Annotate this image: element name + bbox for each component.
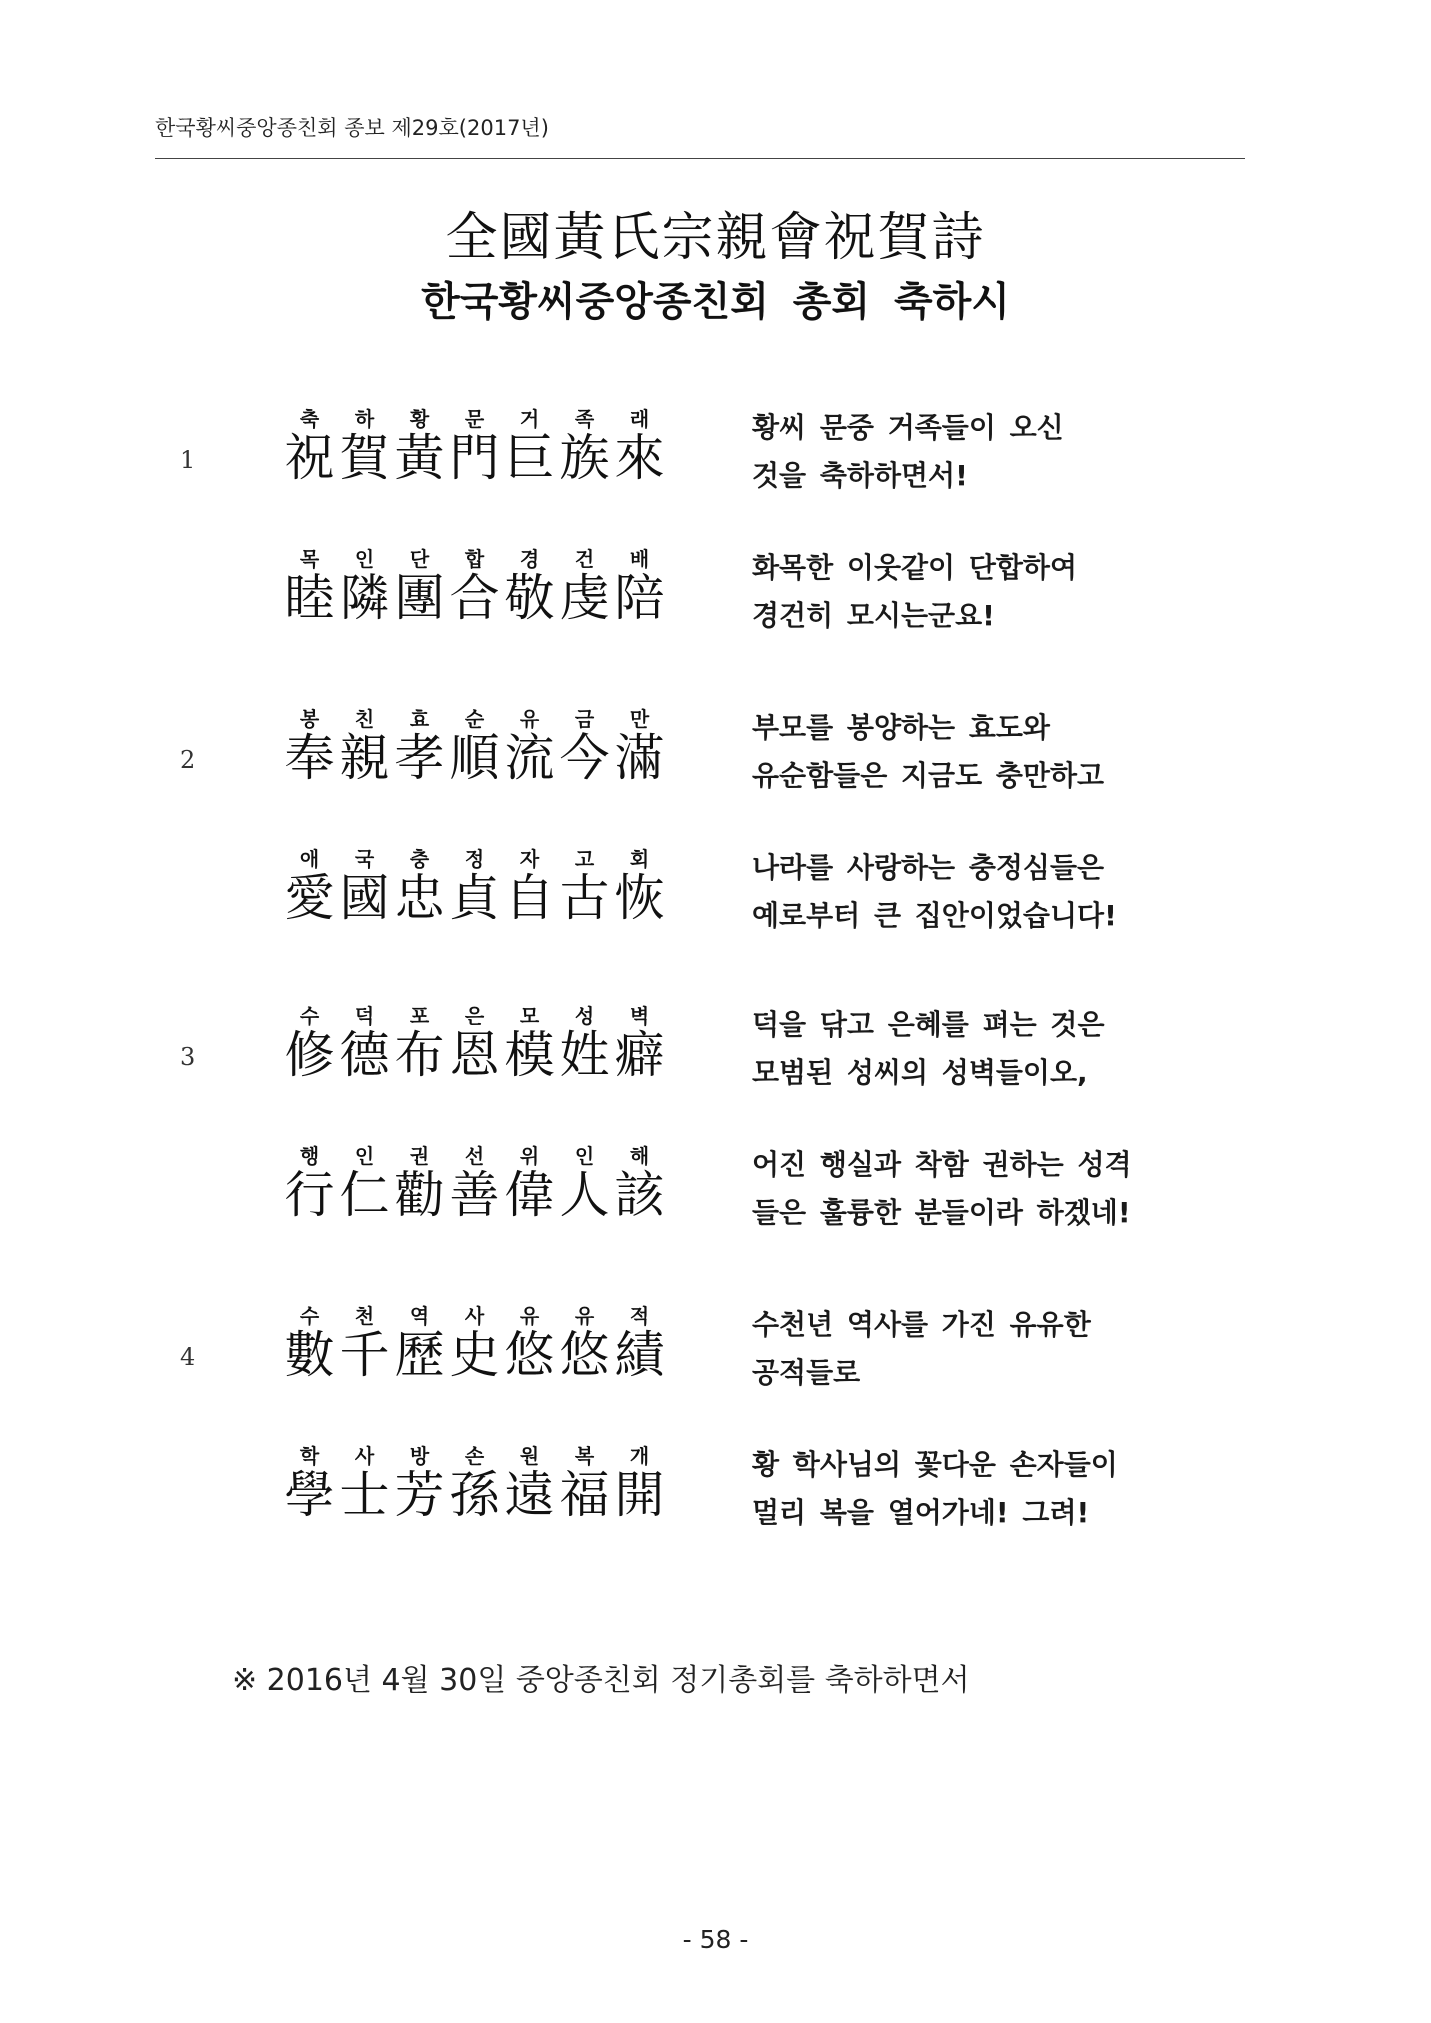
hanja-char: 開 bbox=[614, 1466, 665, 1524]
reading-char: 역 bbox=[409, 1304, 430, 1328]
reading-char: 모 bbox=[519, 1004, 540, 1028]
hanja-char: 親 bbox=[339, 729, 390, 787]
reading-char: 유 bbox=[519, 707, 540, 731]
translation bbox=[752, 1441, 1272, 1537]
translation-line: 나라를 사랑하는 충정심들은 bbox=[752, 851, 1105, 884]
hanja-char: 芳 bbox=[394, 1466, 445, 1524]
reading-char: 덕 bbox=[354, 1004, 375, 1028]
hanja-char: 順 bbox=[449, 729, 500, 787]
reading-char: 황 bbox=[409, 407, 430, 431]
reading-row bbox=[282, 548, 702, 570]
translation-line: 것을 축하하면서! bbox=[752, 459, 968, 492]
translation bbox=[752, 844, 1272, 940]
hanja-char: 該 bbox=[614, 1166, 665, 1224]
reading-char: 하 bbox=[354, 407, 375, 431]
hanja-char: 自 bbox=[504, 869, 555, 927]
footnote: ※ 2016년 4월 30일 중앙종친회 정기총회를 축하하면서 bbox=[232, 1663, 970, 1698]
reading-char: 족 bbox=[574, 407, 595, 431]
hanja-char: 門 bbox=[449, 429, 500, 487]
hanja-char: 團 bbox=[394, 569, 445, 627]
hanja-char: 愛 bbox=[284, 869, 335, 927]
hanja-row bbox=[282, 1467, 702, 1523]
verse-line bbox=[282, 1445, 702, 1523]
translation-line: 들은 훌륭한 분들이라 하겠네! bbox=[752, 1196, 1131, 1229]
hanja-char: 虔 bbox=[559, 569, 610, 627]
reading-char: 천 bbox=[354, 1304, 375, 1328]
verse-line bbox=[282, 1005, 702, 1083]
reading-char: 수 bbox=[299, 1304, 320, 1328]
hanja-char: 孝 bbox=[394, 729, 445, 787]
hanja-char: 修 bbox=[284, 1026, 335, 1084]
reading-char: 방 bbox=[409, 1444, 430, 1468]
reading-char: 합 bbox=[464, 547, 485, 571]
reading-char: 애 bbox=[299, 847, 320, 871]
reading-char: 성 bbox=[574, 1004, 595, 1028]
reading-row bbox=[282, 1305, 702, 1327]
reading-char: 권 bbox=[409, 1144, 430, 1168]
translation bbox=[752, 1301, 1272, 1397]
hanja-char: 福 bbox=[559, 1466, 610, 1524]
hanja-char: 賀 bbox=[339, 429, 390, 487]
hanja-char: 人 bbox=[559, 1166, 610, 1224]
reading-row bbox=[282, 708, 702, 730]
translation-line: 황 학사님의 꽃다운 손자들이 bbox=[752, 1448, 1118, 1481]
reading-char: 자 bbox=[519, 847, 540, 871]
translation bbox=[752, 704, 1272, 800]
hanja-char: 陪 bbox=[614, 569, 665, 627]
reading-char: 경 bbox=[519, 547, 540, 571]
hanja-char: 恩 bbox=[449, 1026, 500, 1084]
hanja-char: 遠 bbox=[504, 1466, 555, 1524]
hanja-char: 善 bbox=[449, 1166, 500, 1224]
hanja-char: 士 bbox=[339, 1466, 390, 1524]
hanja-char: 滿 bbox=[614, 729, 665, 787]
reading-char: 회 bbox=[629, 847, 650, 871]
hanja-char: 悠 bbox=[504, 1326, 555, 1384]
reading-char: 유 bbox=[574, 1304, 595, 1328]
hanja-row bbox=[282, 870, 702, 926]
translation bbox=[752, 1001, 1272, 1097]
hanja-char: 勸 bbox=[394, 1166, 445, 1224]
hanja-char: 仁 bbox=[339, 1166, 390, 1224]
translation-line: 어진 행실과 착함 권하는 성격 bbox=[752, 1148, 1132, 1181]
translation bbox=[752, 544, 1272, 640]
hanja-char: 史 bbox=[449, 1326, 500, 1384]
verse-line bbox=[282, 848, 702, 926]
verse-line bbox=[282, 408, 702, 486]
hanja-char: 德 bbox=[339, 1026, 390, 1084]
hanja-char: 流 bbox=[504, 729, 555, 787]
reading-char: 수 bbox=[299, 1004, 320, 1028]
reading-char: 건 bbox=[574, 547, 595, 571]
reading-char: 인 bbox=[354, 547, 375, 571]
verse-line bbox=[282, 1305, 702, 1383]
hanja-char: 模 bbox=[504, 1026, 555, 1084]
reading-char: 친 bbox=[354, 707, 375, 731]
stanza-number: 3 bbox=[180, 1043, 196, 1071]
translation-line: 부모를 봉양하는 효도와 bbox=[752, 711, 1050, 744]
hanja-char: 癖 bbox=[614, 1026, 665, 1084]
verse-line bbox=[282, 1145, 702, 1223]
reading-row bbox=[282, 848, 702, 870]
hanja-row bbox=[282, 730, 702, 786]
reading-char: 벽 bbox=[629, 1004, 650, 1028]
hanja-char: 國 bbox=[339, 869, 390, 927]
reading-char: 인 bbox=[354, 1144, 375, 1168]
reading-char: 국 bbox=[354, 847, 375, 871]
translation-line: 황씨 문중 거족들이 오신 bbox=[752, 411, 1064, 444]
reading-char: 은 bbox=[464, 1004, 485, 1028]
reading-char: 선 bbox=[464, 1144, 485, 1168]
hanja-char: 恢 bbox=[614, 869, 665, 927]
reading-row bbox=[282, 1145, 702, 1167]
reading-char: 충 bbox=[409, 847, 430, 871]
reading-char: 목 bbox=[299, 547, 320, 571]
hanja-char: 黃 bbox=[394, 429, 445, 487]
reading-char: 해 bbox=[629, 1144, 650, 1168]
reading-char: 순 bbox=[464, 707, 485, 731]
translation-line: 모범된 성씨의 성벽들이오, bbox=[752, 1056, 1088, 1089]
translation-line: 멀리 복을 열어가네! 그려! bbox=[752, 1496, 1090, 1529]
hanja-char: 數 bbox=[284, 1326, 335, 1384]
translation-line: 경건히 모시는군요! bbox=[752, 599, 995, 632]
hanja-char: 布 bbox=[394, 1026, 445, 1084]
hanja-char: 行 bbox=[284, 1166, 335, 1224]
translation-line: 유순함들은 지금도 충만하고 bbox=[752, 759, 1105, 792]
reading-char: 효 bbox=[409, 707, 430, 731]
running-header: 한국황씨중앙종친회 종보 제29호(2017년) bbox=[155, 112, 1245, 159]
hanja-row bbox=[282, 570, 702, 626]
translation-line: 덕을 닦고 은혜를 펴는 것은 bbox=[752, 1008, 1105, 1041]
reading-char: 학 bbox=[299, 1444, 320, 1468]
reading-char: 봉 bbox=[299, 707, 320, 731]
hanja-char: 合 bbox=[449, 569, 500, 627]
reading-char: 거 bbox=[519, 407, 540, 431]
reading-char: 위 bbox=[519, 1144, 540, 1168]
reading-char: 만 bbox=[629, 707, 650, 731]
hanja-row bbox=[282, 430, 702, 486]
translation-line: 공적들로 bbox=[752, 1356, 861, 1389]
hanja-char: 歷 bbox=[394, 1326, 445, 1384]
hanja-char: 祝 bbox=[284, 429, 335, 487]
translation bbox=[752, 404, 1272, 500]
hanja-char: 偉 bbox=[504, 1166, 555, 1224]
reading-char: 인 bbox=[574, 1144, 595, 1168]
hanja-char: 姓 bbox=[559, 1026, 610, 1084]
stanza-number: 1 bbox=[180, 446, 196, 474]
hanja-char: 族 bbox=[559, 429, 610, 487]
reading-char: 고 bbox=[574, 847, 595, 871]
reading-char: 적 bbox=[629, 1304, 650, 1328]
hanja-char: 悠 bbox=[559, 1326, 610, 1384]
reading-char: 행 bbox=[299, 1144, 320, 1168]
hanja-char: 巨 bbox=[504, 429, 555, 487]
translation-line: 수천년 역사를 가진 유유한 bbox=[752, 1308, 1091, 1341]
reading-char: 래 bbox=[629, 407, 650, 431]
hanja-row bbox=[282, 1327, 702, 1383]
hanja-char: 孫 bbox=[449, 1466, 500, 1524]
translation bbox=[752, 1141, 1272, 1237]
reading-char: 복 bbox=[574, 1444, 595, 1468]
hanja-char: 奉 bbox=[284, 729, 335, 787]
hanja-char: 隣 bbox=[339, 569, 390, 627]
hanja-char: 績 bbox=[614, 1326, 665, 1384]
verse-line bbox=[282, 708, 702, 786]
hanja-char: 睦 bbox=[284, 569, 335, 627]
reading-char: 유 bbox=[519, 1304, 540, 1328]
reading-char: 개 bbox=[629, 1444, 650, 1468]
reading-char: 포 bbox=[409, 1004, 430, 1028]
hanja-char: 千 bbox=[339, 1326, 390, 1384]
verse-line bbox=[282, 548, 702, 626]
hanja-char: 今 bbox=[559, 729, 610, 787]
title-hanja: 全國黃氏宗親會祝賀詩 bbox=[445, 208, 986, 268]
hanja-row bbox=[282, 1027, 702, 1083]
translation-line: 예로부터 큰 집안이었습니다! bbox=[752, 899, 1117, 932]
reading-char: 문 bbox=[464, 407, 485, 431]
hanja-char: 古 bbox=[559, 869, 610, 927]
stanza-number: 4 bbox=[180, 1343, 196, 1371]
hanja-char: 來 bbox=[614, 429, 665, 487]
translation-line: 화목한 이웃같이 단합하여 bbox=[752, 551, 1078, 584]
reading-row bbox=[282, 1005, 702, 1027]
hanja-char: 貞 bbox=[449, 869, 500, 927]
reading-char: 정 bbox=[464, 847, 485, 871]
reading-row bbox=[282, 408, 702, 430]
reading-char: 손 bbox=[464, 1444, 485, 1468]
reading-char: 금 bbox=[574, 707, 595, 731]
stanza-number: 2 bbox=[180, 746, 196, 774]
page-number: - 58 - bbox=[682, 1925, 749, 1954]
reading-char: 축 bbox=[299, 407, 320, 431]
hanja-char: 敬 bbox=[504, 569, 555, 627]
reading-char: 단 bbox=[409, 547, 430, 571]
hanja-row bbox=[282, 1167, 702, 1223]
reading-char: 사 bbox=[354, 1444, 375, 1468]
hanja-char: 忠 bbox=[394, 869, 445, 927]
reading-char: 배 bbox=[629, 547, 650, 571]
reading-char: 원 bbox=[519, 1444, 540, 1468]
title-korean: 한국황씨중앙종친회 총회 축하시 bbox=[421, 279, 1010, 325]
reading-char: 사 bbox=[464, 1304, 485, 1328]
reading-row bbox=[282, 1445, 702, 1467]
hanja-char: 學 bbox=[284, 1466, 335, 1524]
